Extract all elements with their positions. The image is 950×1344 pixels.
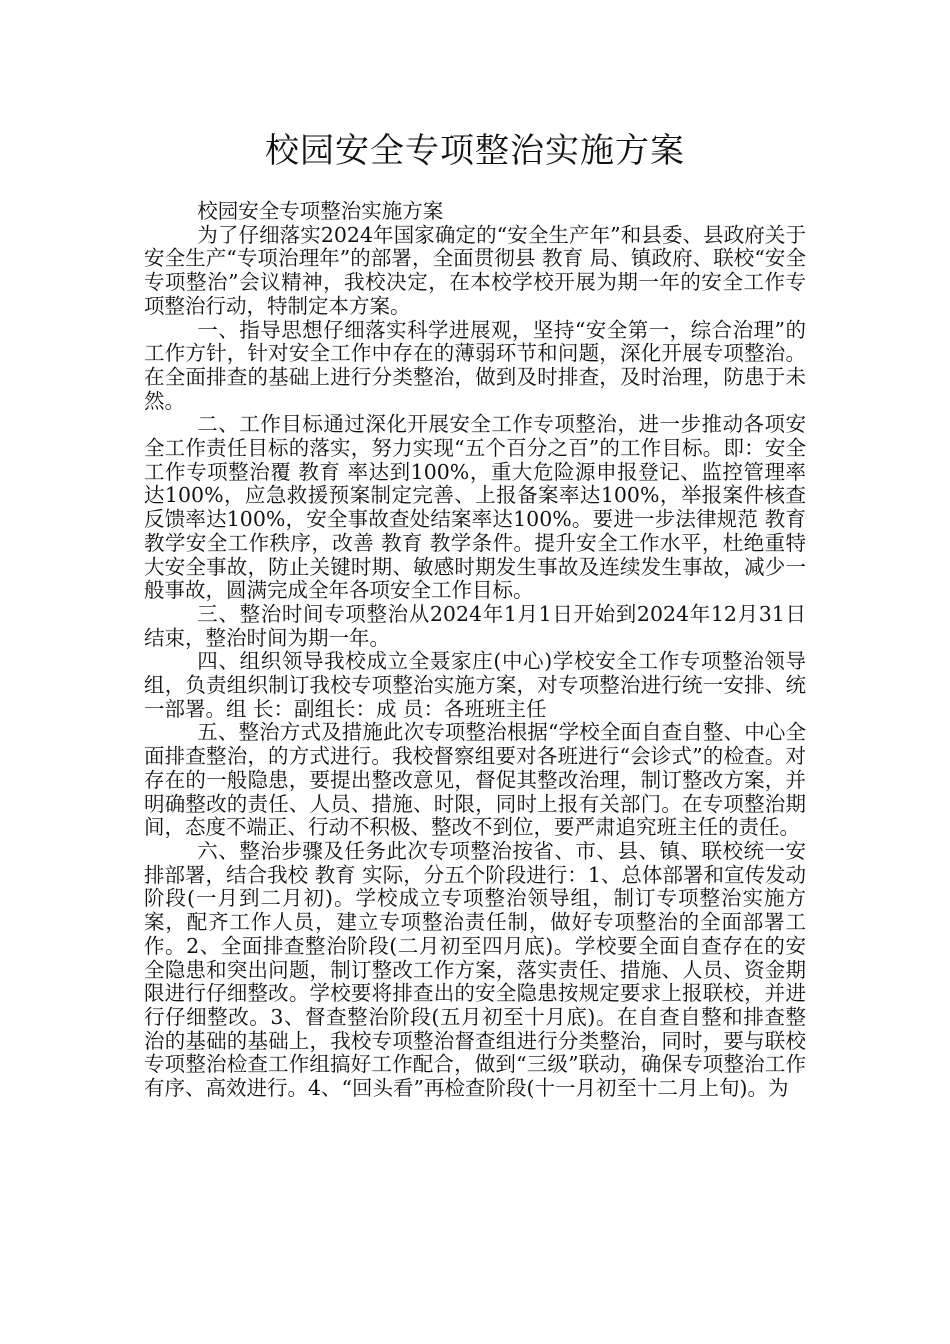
paragraph-guiding-ideology: 一、指导思想仔细落实科学进展观，坚持“安全第一，综合治理”的工作方针，针对安全工作中存在的薄弱环节和问题，深化开展专项整治。在全面排查的基础上进行分类整治，做到及时排查，及时治理，防患于未然。 — [144, 317, 806, 413]
paragraph-steps-tasks: 六、整治步骤及任务此次专项整治按省、市、县、镇、联校统一安排部署，结合我校 教育 实际，分五个阶段进行：1、总体部署和宣传发动阶段(一月到二月初)。学校成立专项整治领导组，制订专项整治实施方案，配齐工作人员，建立专项整治责任制，做好专项整治的全面部署工作。2、全面排查整治阶段(二月初至四月底)。学校要全面自查存在的安全隐患和突出问题，制订整改工作方案，落实责任、措施、人员、资金期限进行仔细整改。学校要将排查出的安全隐患按规定要求上报联校，并进行仔细整改。3、督查整治阶段(五月初至十月底)。在自查自整和排查整治的基础的基础上，我校专项整治督查组进行分类整治，同时，要与联校专项整治检查工作组搞好工作配合，做到“三级”联动，确保专项整治工作有序、高效进行。4、“回头看”再检查阶段(十一月初至十二月上旬)。为 — [144, 838, 806, 1101]
paragraph-methods: 五、整治方式及措施此次专项整治根据“学校全面自查自整、中心全面排查整治，的方式进行。我校督察组要对各班进行“会诊式”的检查。对存在的一般隐患，要提出整改意见，督促其整改治理，制订整改方案，并明确整改的责任、人员、措施、时限，同时上报有关部门。在专项整治期间，态度不端正、行动不积极、整改不到位，要严肃追究班主任的责任。 — [144, 720, 806, 840]
paragraph-organization: 四、组织领导我校成立全聂家庄(中心)学校安全工作专项整治领导组，负责组织制订我校专项整治实施方案，对专项整治进行统一安排、统一部署。组 长：副组长：成 员：各班班主任 — [144, 649, 806, 721]
paragraph-rectification-time: 三、整治时间专项整治从2024年1月1日开始到2024年12月31日结束，整治时间为期一年。 — [144, 601, 806, 650]
paragraph-subtitle: 校园安全专项整治实施方案 — [197, 199, 444, 223]
paragraph-work-goals: 二、工作目标通过深化开展安全工作专项整治，进一步推动各项安全工作责任目标的落实，努力实现“五个百分之百”的工作目标。即：安全工作专项整治覆 教育 率达到100%，重大危险源申报登记、监控管理率达100%，应急救援预案制定完善、上报备案率达100%，举报案件核查反馈率达100%，安全事故查处结案率达100%。要进一步法律规范 教育 教学安全工作秩序，改善 教育 教学条件。提升安全工作水平，杜绝重特大安全事故，防止关键时期、敏感时期发生事故及连续发生事故，减少一般事故，圆满完成全年各项安全工作目标。 — [144, 412, 806, 603]
paragraph-intro: 为了仔细落实2024年国家确定的“安全生产年”和县委、县政府关于安全生产“专项治理年”的部署，全面贯彻县 教育 局、镇政府、联校“安全专项整治”会议精神，我校决定，在本校学校开展为期一年的安全工作专项整治行动，特制定本方案。 — [144, 222, 806, 318]
document-title: 校园安全专项整治实施方案 — [265, 131, 685, 171]
document-body — [144, 200, 806, 1101]
